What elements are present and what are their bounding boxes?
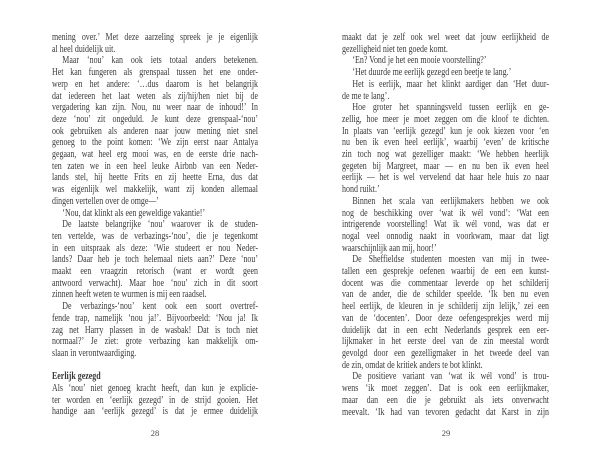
text-line: van de ‘docenten’. Door deze oefengesprekjes werd mij xyxy=(342,312,550,324)
text-line: Maar ‘nou’ kan ook iets totaal anders betekenen. xyxy=(62,55,258,67)
section-heading xyxy=(52,371,258,383)
text-line: De Sheffieldse studenten moesten van mij in twee- xyxy=(352,254,550,266)
text-line: nu ben ik even heel eerlijk’, waarbij ‘even’ de kritische xyxy=(342,137,550,149)
text-line: ‘Nou, dat klinkt als een geweldige vakantie!’ xyxy=(62,207,206,219)
text-line: al heel duidelijk uit. xyxy=(52,43,116,55)
text-line: gezelligheid niet ten goede komt. xyxy=(342,43,448,55)
text-line: lands? Daar heb je toch helemaal niets aan?’ Deze ‘nou’ xyxy=(52,254,258,266)
text-line: mening over.’ Met deze aarzeling spreek je je eigenlijk xyxy=(52,32,258,43)
text-line: In plaats van ‘eerlijk gezegd’ kun je ook kiezen voor ‘en xyxy=(342,125,550,137)
text-line: antwoord verwacht). Maar hoe ‘nou’ zich in dit soort xyxy=(52,277,258,289)
paragraph xyxy=(342,254,549,371)
text-line: maakt een vraagzin retorisch (want er wordt geen xyxy=(52,266,258,278)
paragraph xyxy=(342,371,549,418)
text-line: maakt dat je zelf ook wel weet dat jouw eerlijkheid de xyxy=(342,32,550,43)
text-line: wens ‘ik moet zeggen’. Dat is ook een eerlijkmaker, xyxy=(342,383,550,395)
text-line: dat iedereen het laat weten als zij/hij/hen niet bij de xyxy=(52,90,258,102)
text-line: Het kan fungeren als grenspaal tussen het ene onder- xyxy=(52,67,258,79)
paragraph xyxy=(342,196,549,255)
paragraph xyxy=(52,208,258,220)
text-line: ook gebruiken als anderen naar jouw mening niet snel xyxy=(52,125,258,137)
text-line: duidelijk dat in een echt Nederlands gesprek een eer- xyxy=(342,324,550,336)
text-line: intrigerende voorstelling! Wat ik wél vond, was dat er xyxy=(342,219,550,231)
text-line: waarschijnlijk aan mij, hoor!’ xyxy=(342,242,437,254)
page-right-text xyxy=(342,32,549,418)
text-line: zellig, hoe meer je moet zeggen om die kloof te dichten. xyxy=(342,113,550,125)
text-line: Het is eerlijk, maar het klinkt aardiger dan ‘Het duur- xyxy=(352,78,550,90)
paragraph xyxy=(52,32,258,55)
text-line: De positieve variant van ‘wat ik wél vond’ is trou- xyxy=(352,371,550,383)
text-line: De laatste belangrijke ‘nou’ waarover ik de studen- xyxy=(62,219,258,231)
text-line: zin toch nog wat gezelliger maakt: ‘We hebben heerlijk xyxy=(342,149,550,161)
text-line: zinnen heeft weten te wurmen is mij een raadsel. xyxy=(52,289,207,301)
text-line: tallen een gesprekje oefenen waarbij de een een kunst- xyxy=(342,266,550,278)
text-line: was eigenlijk wel makkelijk, want zij konden allemaal xyxy=(52,184,258,196)
text-line: maar dan een die je gebruikt als iets onverwacht xyxy=(342,394,550,406)
text-line: lands stel, hij heette Frits en zij heette Erna, dus dat xyxy=(52,172,258,184)
text-line: dingen vertellen over de omge—’ xyxy=(52,195,159,207)
page-number-left: 28 xyxy=(150,428,160,438)
paragraph xyxy=(342,67,549,79)
text-line: normaal?’ Je ziet: grote verbazing kan makkelijk om- xyxy=(52,336,258,348)
text-line: werp en het andere: ‘…dus daarom is het belangrijk xyxy=(52,78,258,90)
paragraph xyxy=(342,32,549,55)
text-line: de me te lang’. xyxy=(342,90,390,102)
text-line: de zin, omdat de kritiek anders te bot klinkt. xyxy=(342,359,483,371)
text-line: ‘En? Vond je het een mooie voorstelling?’ xyxy=(352,55,487,67)
text-line: zag net Harry plassen in de wasbak! Dat is toch niet xyxy=(52,324,258,336)
paragraph xyxy=(52,55,258,207)
text-line: Hoe groter het spanningsveld tussen eerlijk en ge- xyxy=(352,102,550,114)
text-line: gevolgd door een gezelligmaker in het tweede deel van xyxy=(342,347,550,359)
text-line: Als ‘nou’ niet genoeg kracht heeft, dan kun je explicie- xyxy=(52,383,258,395)
text-line: genoeg to the point komen: ‘We zijn eerst naar Antalya xyxy=(52,137,258,149)
text-line: ten zaten we in een heel leuke Airbnb van een Neder- xyxy=(52,160,258,172)
paragraph xyxy=(342,79,549,102)
text-line: slaan in verontwaardiging. xyxy=(52,347,137,359)
text-line: ‘Het duurde me eerlijk gezegd een beetje te lang.’ xyxy=(352,67,512,79)
text-line: handige aan ‘eerlijk gezegd’ is dat je ermee duidelijk xyxy=(52,406,258,418)
text-line: gegaan, wat heel erg mooi was, en de eerste drie nach- xyxy=(52,149,258,161)
page-number-right: 29 xyxy=(441,428,451,438)
text-line: eerlijk — het is wel vervelend dat haar hele huis zo naar xyxy=(342,172,550,184)
text-line: ter worden en ‘eerlijk gezegd’ in de strijd gooien. Het xyxy=(52,394,258,406)
text-line: ten vertelde, was de verbazings-‘nou’, die je tegenkomt xyxy=(52,230,258,242)
text-line: van de ander, die de schilder speelde. ‘Ik ben nu even xyxy=(342,289,550,301)
page-left-text xyxy=(52,32,258,418)
text-line: Eerlijk gezegd xyxy=(52,371,101,383)
text-line: deze ‘nou’ zit ongeduld. Je kunt deze grenspaal-‘nou’ xyxy=(52,113,258,125)
paragraph xyxy=(342,102,549,196)
text-line: Binnen het scala van eerlijkmakers hebben we ook xyxy=(352,195,550,207)
paragraph xyxy=(52,383,258,418)
text-line: docent was die commentaar leverde op het schilderij xyxy=(342,277,550,289)
paragraph xyxy=(342,55,549,67)
text-line: heel eerlijk, de kleuren in je schilderij zijn lelijk,’ zei een xyxy=(342,301,550,313)
paragraph xyxy=(52,301,258,360)
text-line: nogal veel onnodig naakt in voorkwam, maar dat ligt xyxy=(342,230,550,242)
text-line: lijkmaker in het eerste deel van de zin meestal wordt xyxy=(342,336,550,348)
text-line: nog de beschikking over ‘wat ik wél vond’: ‘Wat een xyxy=(342,207,550,219)
text-line: De verbazings-‘nou’ kent ook een soort overtref- xyxy=(62,301,258,313)
text-line: gegeten bij Margreet, maar — en nu ben ik even heel xyxy=(342,160,550,172)
paragraph xyxy=(52,219,258,301)
text-line: in een uitspraak als deze: ‘Wie studeert er nou Neder- xyxy=(52,242,258,254)
text-line: hond ruikt.’ xyxy=(342,184,380,196)
text-line: vergadering kan zijn. Nou, nu weer naar de inhoud!’ In xyxy=(52,102,258,114)
text-line: fende trap, namelijk ‘nou ja!’. Bijvoorbeeld: ‘Nou ja! Ik xyxy=(52,312,258,324)
text-line: meevalt. ‘Ik had van tevoren gedacht dat Karst in zijn xyxy=(342,406,550,418)
